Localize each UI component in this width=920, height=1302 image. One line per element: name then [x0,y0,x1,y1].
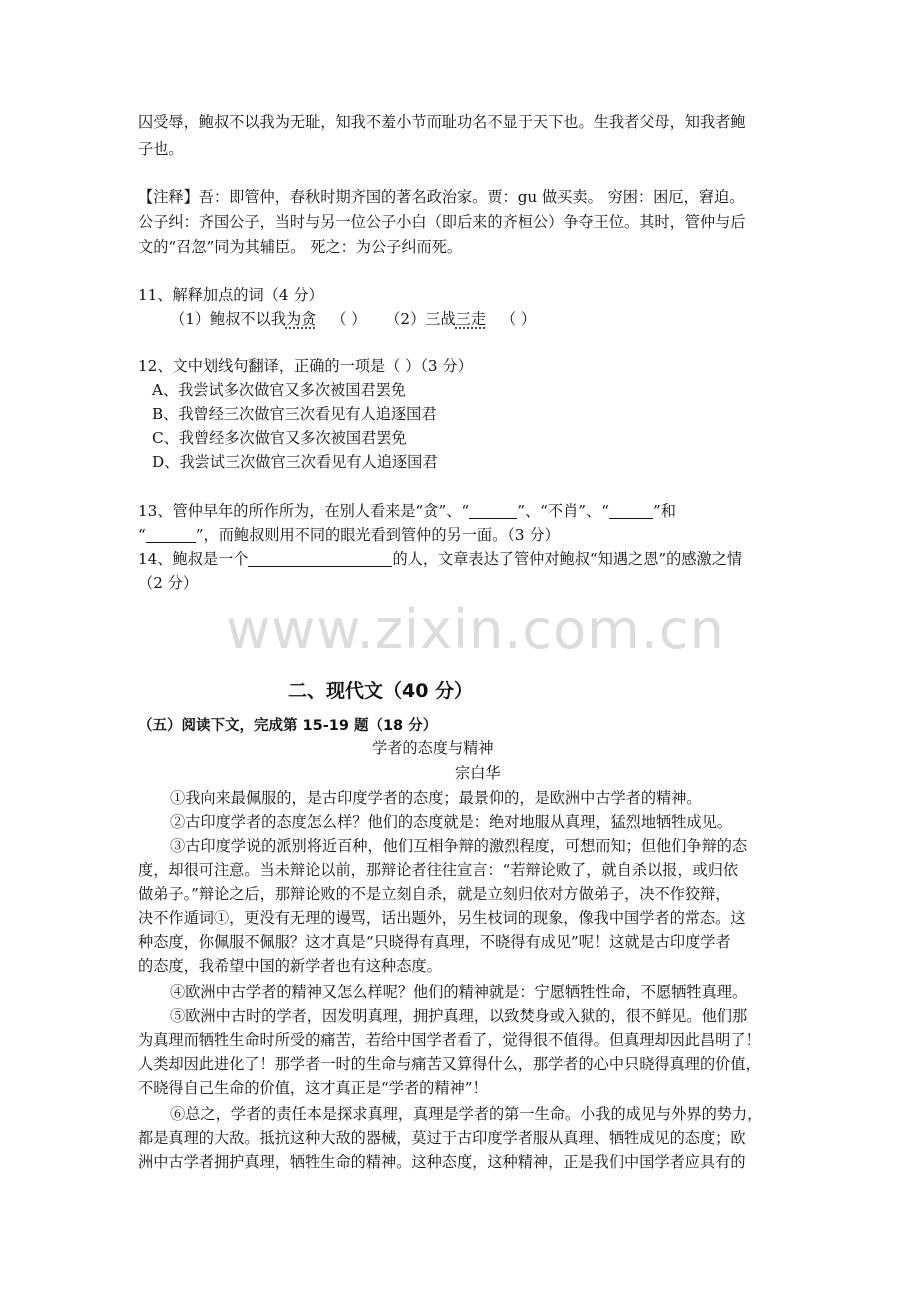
paragraph-line: 的态度，我希望中国的新学者也有这种态度。 [138,957,442,975]
q13-blank-2[interactable] [609,502,653,519]
q11-item1-answer[interactable]: （ ） [331,310,367,328]
paragraph-line: ⑥总之，学者的责任本是探求真理，真理是学者的第一生命。小我的成见与外界的势力， [170,1105,763,1123]
q14-blank[interactable] [248,550,392,567]
q12-option-a[interactable]: A、我尝试多次做官又多次被国君罢免 [152,381,406,399]
question-13-line-1 [138,499,676,523]
notes-line-1: 【注释】吾：即管仲，春秋时期齐国的著名政治家。贾：gu 做买卖。 穷困：困厄，窘迫。 [138,188,745,206]
question-14-line-2: （2 分） [138,574,199,592]
section-title: 二、现代文（40 分） [288,680,474,702]
paragraph-line: ⑤欧洲中古时的学者，因发明真理，拥护真理，以致焚身或入狱的，很不鲜见。他们那 [170,1007,748,1025]
paragraph-line: 做弟子。”辩论之后，那辩论败的不是立刻自杀，就是立刻归依对方做弟子，决不作狡辩， [138,885,731,903]
q13-text-b: ”、“不肖”、“ [517,502,609,520]
q11-item2-dotted-word: 三走 [455,310,487,328]
q13-blank-1[interactable] [469,502,517,519]
q13-text-c: ”和 [653,502,676,520]
q13-text-e: ”，而鲍叔则用不同的眼光看到管仲的另一面。（3 分） [195,526,560,544]
paragraph-line: ②古印度学者的态度怎么样？他们的态度就是：绝对地服从真理，猛烈地牺牲成见。 [170,813,732,831]
question-11-items [170,307,536,331]
question-14-line-1 [138,547,742,571]
paragraph-line: 人类却因此进化了！那学者一时的生命与痛苦又算得什么，那学者的心中只晓得真理的价值， [138,1055,761,1073]
notes-line-3: 文的“召忽”同为其辅臣。 死之：为公子纠而死。 [138,238,463,256]
q13-blank-3[interactable] [146,526,196,543]
q13-text-a: 13、管仲早年的所作所为，在别人看来是“贪”、“ [138,502,470,520]
question-13-line-2 [138,523,560,547]
reading-instruction: （五）阅读下文，完成第 15-19 题（18 分） [138,718,438,734]
q11-item1-prefix: （1）鲍叔不以我 [170,310,286,328]
paragraph-line: ④欧洲中古学者的精神又怎么样呢？他们的精神就是：宁愿牺牲性命，不愿牺牲真理。 [170,983,748,1001]
notes-line-2: 公子纠：齐国公子，当时与另一位公子小白（即后来的齐桓公）争夺王位。其时，管仲与后 [138,213,746,231]
q14-text-b: 的人，文章表达了管仲对鲍叔“知遇之恩”的感激之情 [392,550,743,568]
paragraph-line: ③古印度学说的派别将近百种，他们互相争辩的激烈程度，可想而知；但他们争辩的态 [170,837,748,855]
watermark: www.zixin.com.cn [226,598,725,661]
paragraph-line: 都是真理的大敌。抵抗这种大敌的器械，莫过于古印度学者服从真理、牺牲成见的态度；欧 [138,1129,746,1147]
question-11-stem: 11、解释加点的词（4 分） [138,286,324,304]
q12-option-c[interactable]: C、我曾经多次做官又多次被国君罢免 [152,429,407,447]
passage-line-2: 子也。 [138,140,184,158]
paragraph-line: 为真理而牺牲生命时所受的痛苦，若给中国学者看了，觉得很不值得。但真理却因此昌明了！ [138,1031,761,1049]
article-author: 宗白华 [455,764,501,782]
q11-item2-answer[interactable]: （ ） [500,310,537,328]
paragraph-line: 度，却很可注意。当未辩论以前，那辩论者往往宣言：“若辩论败了，就自杀以报，或归依 [138,861,739,879]
q11-item1-dotted-word: 为贪 [285,310,317,328]
q12-option-d[interactable]: D、我尝试三次做官三次看见有人追逐国君 [152,453,438,471]
q14-text-a: 14、鲍叔是一个 [138,550,249,568]
paragraph-line: 不晓得自己生命的价值，这才真正是“学者的精神”！ [138,1079,488,1097]
paragraph-line: 种态度，你佩服不佩服？这才真是“只晓得有真理，不晓得有成见”呢！这就是古印度学者 [138,933,731,951]
q12-option-b[interactable]: B、我曾经三次做官三次看见有人追逐国君 [152,405,437,423]
paragraph-line: 洲中古学者拥护真理，牺牲生命的精神。这种态度，这种精神，正是我们中国学者应具有的 [138,1153,746,1171]
passage-line-1: 囚受辱，鲍叔不以我为无耻，知我不羞小节而耻功名不显于天下也。生我者父母，知我者鲍 [138,113,746,131]
paragraph-line: 决不作遁词①，更没有无理的谩骂，话出题外，另生枝词的现象，像我中国学者的常态。这 [138,909,746,927]
article-title: 学者的态度与精神 [372,739,494,757]
question-12-stem: 12、文中划线句翻译，正确的一项是（ ）（3 分） [138,357,473,375]
q11-item2-prefix: （2）三战 [385,310,456,328]
q13-text-d: “ [138,526,146,544]
paragraph-line: ①我向来最佩服的，是古印度学者的态度；最景仰的，是欧洲中古学者的精神。 [170,789,702,807]
